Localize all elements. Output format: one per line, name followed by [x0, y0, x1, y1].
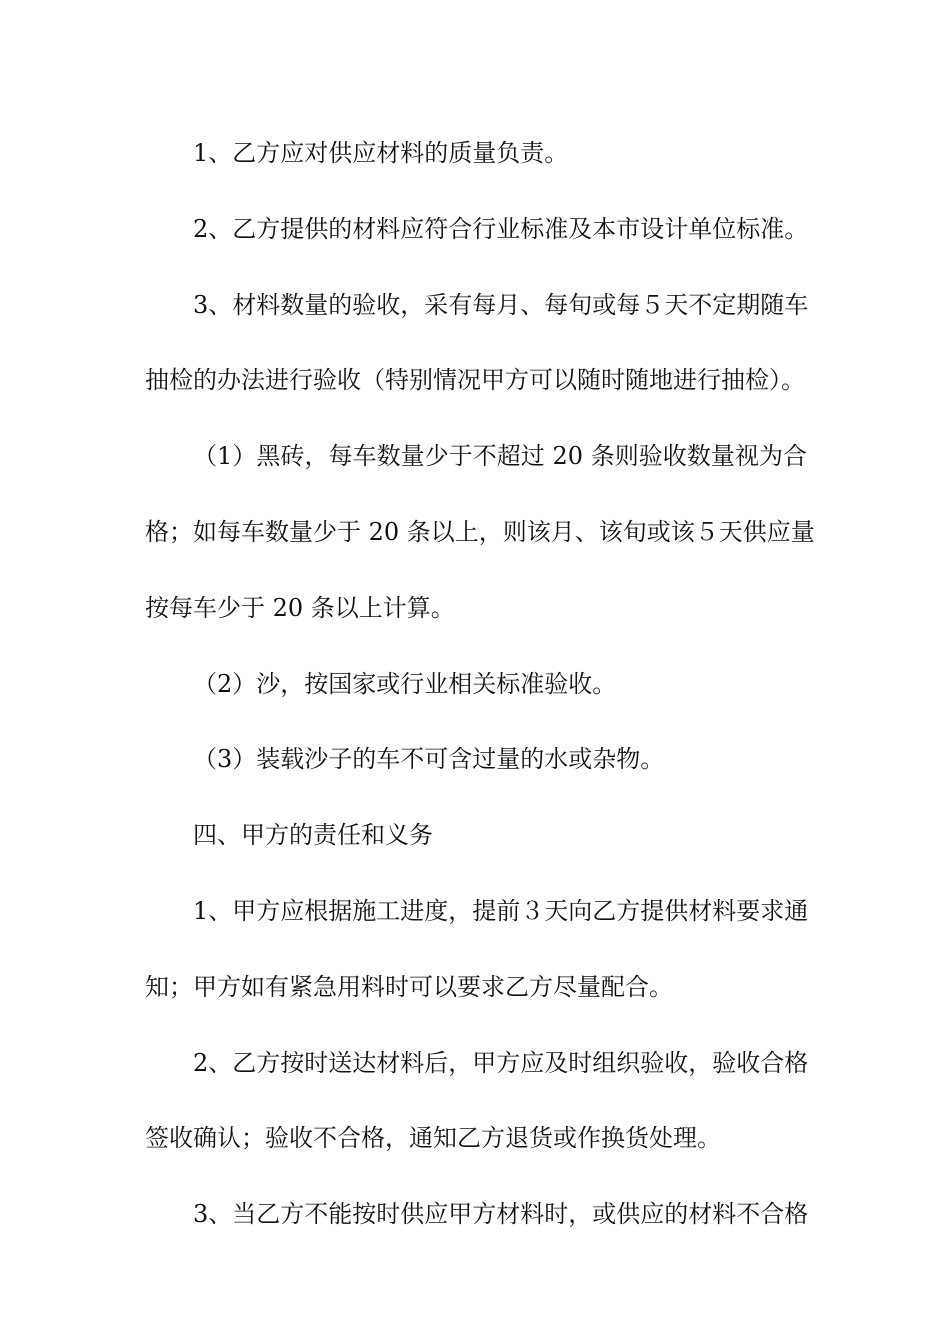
text-line-12: 知；甲方如有紧急用料时可以要求乙方尽量配合。 — [145, 972, 673, 1001]
text-line-2: 2、乙方提供的材料应符合行业标准及本市设计单位标准。 — [193, 214, 809, 243]
text-line-6: 格；如每车数量少于 20 条以上，则该月、该旬或该５天供应量 — [145, 517, 815, 546]
text-line-8: （2）沙，按国家或行业相关标准验收。 — [193, 669, 617, 698]
text-line-1: 1、乙方应对供应材料的质量负责。 — [193, 139, 569, 167]
document-body — [145, 132, 815, 1269]
text-line-5: （1）黑砖，每车数量少于不超过 20 条则验收数量视为合 — [193, 442, 807, 471]
text-line-11: 1、甲方应根据施工进度，提前３天向乙方提供材料要求通 — [193, 896, 809, 925]
text-line-9: （3）装载沙子的车不可含过量的水或杂物。 — [193, 745, 665, 774]
section-heading: 四、甲方的责任和义务 — [193, 821, 433, 850]
text-line-13: 2、乙方按时送达材料后，甲方应及时组织验收，验收合格 — [193, 1048, 809, 1077]
text-line-3: 3、材料数量的验收，采有每月、每旬或每５天不定期随车 — [193, 290, 809, 319]
text-line-14: 签收确认；验收不合格，通知乙方退货或作换货处理。 — [145, 1124, 721, 1153]
text-line-4: 抽检的办法进行验收（特别情况甲方可以随时随地进行抽检）。 — [145, 366, 805, 395]
text-line-7: 按每车少于 20 条以上计算。 — [145, 593, 455, 622]
text-line-15: 3、当乙方不能按时供应甲方材料时，或供应的材料不合格 — [193, 1200, 809, 1229]
